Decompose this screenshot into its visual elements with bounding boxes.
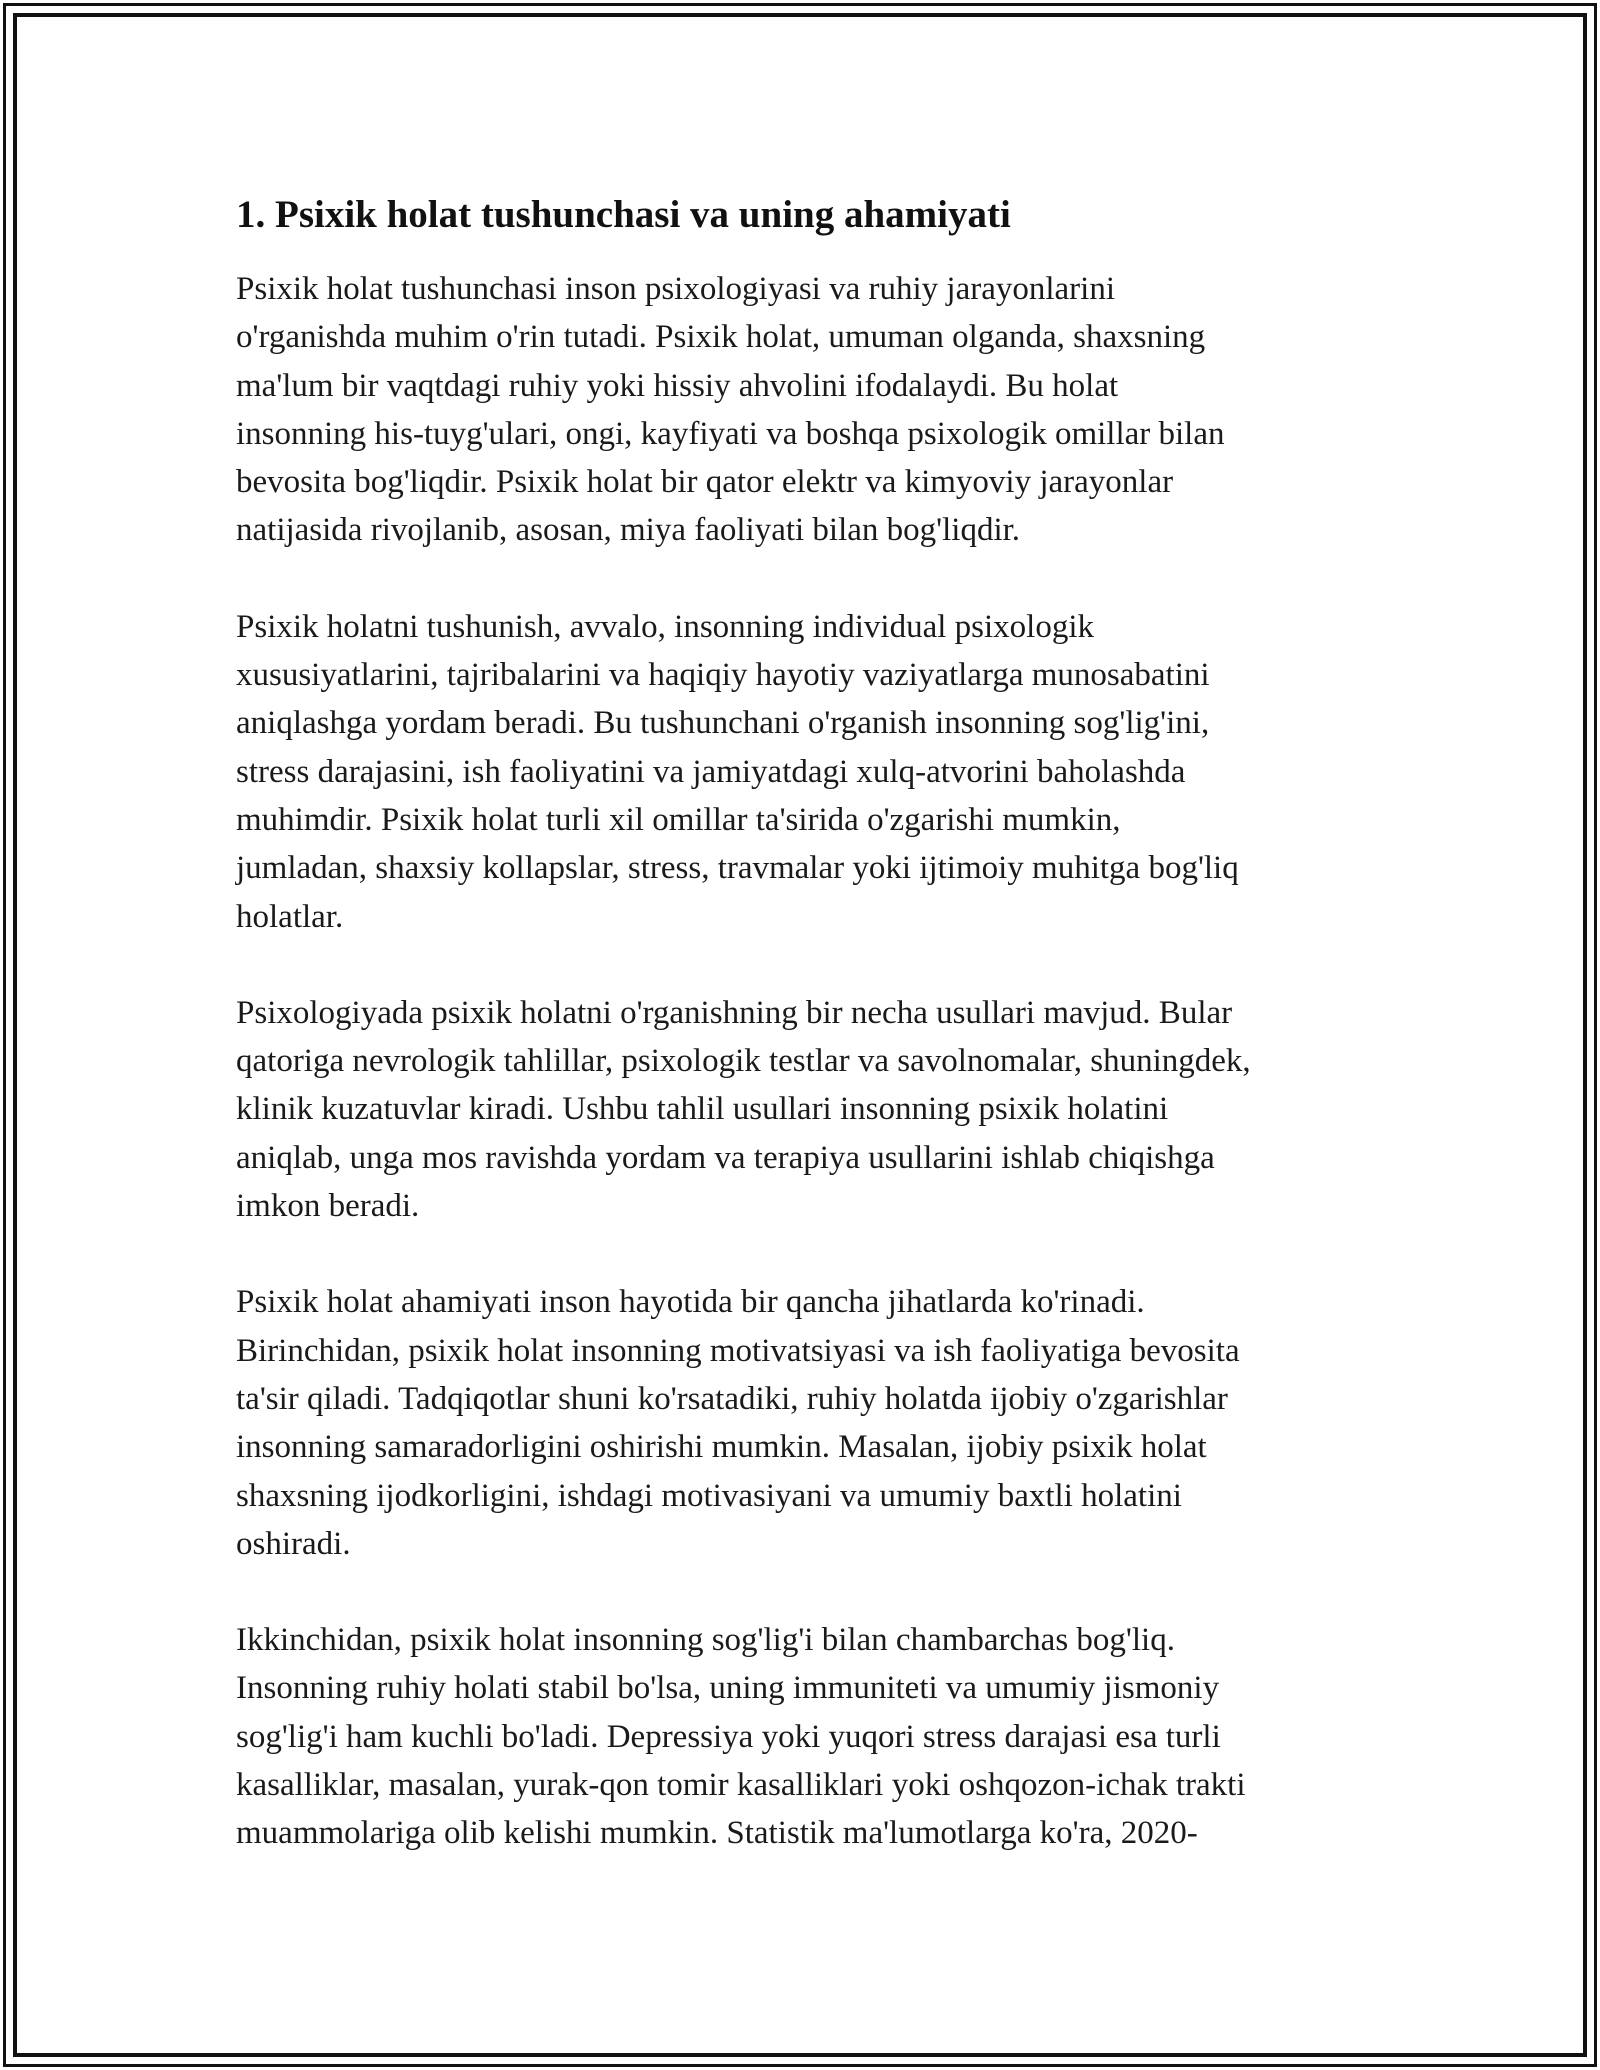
text-line: Birinchidan, psixik holat insonning motivatsiyasi va ish faoliyatiga bevosita — [236, 1332, 1240, 1369]
text-line: Psixik holatni tushunish, avvalo, insonning individual psixologik — [236, 608, 1095, 645]
text-line: shaxsning ijodkorligini, ishdagi motivasiyani va umumiy baxtli holatini — [236, 1477, 1182, 1514]
text-line: holatlar. — [236, 898, 344, 935]
text-line: oshiradi. — [236, 1525, 351, 1562]
text-line: stress darajasini, ish faoliyatini va jamiyatdagi xulq-atvorini baholashda — [236, 753, 1186, 790]
paragraph-1 — [236, 265, 1376, 555]
text-line: sog'lig'i ham kuchli bo'ladi. Depressiya yoki yuqori stress darajasi esa turli — [236, 1718, 1221, 1755]
section-heading: 1. Psixik holat tushunchasi va uning ahamiyati — [236, 193, 1011, 236]
text-line: insonning his-tuyg'ulari, ongi, kayfiyati va boshqa psixologik omillar bilan — [236, 415, 1225, 452]
text-line: muhimdir. Psixik holat turli xil omillar ta'sirida o'zgarishi mumkin, — [236, 801, 1121, 838]
text-line: aniqlab, unga mos ravishda yordam va terapiya usullarini ishlab chiqishga — [236, 1139, 1215, 1176]
paragraph-2 — [236, 603, 1376, 941]
text-line: Insonning ruhiy holati stabil bo'lsa, uning immuniteti va umumiy jismoniy — [236, 1670, 1220, 1707]
paragraph-5 — [236, 1616, 1376, 1857]
text-line: klinik kuzatuvlar kiradi. Ushbu tahlil usullari insonning psixik holatini — [236, 1091, 1169, 1128]
text-line: imkon beradi. — [236, 1188, 420, 1225]
text-line: ma'lum bir vaqtdagi ruhiy yoki hissiy ahvolini ifodalaydi. Bu holat — [236, 367, 1119, 404]
text-line: o'rganishda muhim o'rin tutadi. Psixik holat, umuman olganda, shaxsning — [236, 319, 1206, 356]
text-line: muammolariga olib kelishi mumkin. Statistik ma'lumotlarga ko'ra, 2020- — [236, 1815, 1198, 1852]
text-line: Psixik holat ahamiyati inson hayotida bir qancha jihatlarda ko'rinadi. — [236, 1284, 1145, 1321]
text-line: Ikkinchidan, psixik holat insonning sog'lig'i bilan chambarchas bog'liq. — [236, 1622, 1175, 1659]
text-line: Psixik holat tushunchasi inson psixologiyasi va ruhiy jarayonlarini — [236, 271, 1115, 307]
text-line: natijasida rivojlanib, asosan, miya faoliyati bilan bog'liqdir. — [236, 512, 1021, 549]
text-line: kasalliklar, masalan, yurak-qon tomir kasalliklari yoki oshqozon-ichak trakti — [236, 1767, 1246, 1804]
text-line: Psixologiyada psixik holatni o'rganishning bir necha usullari mavjud. Bular — [236, 994, 1233, 1031]
document-body — [236, 183, 1376, 1906]
paragraph-3 — [236, 989, 1376, 1230]
text-line: qatoriga nevrologik tahlillar, psixologik testlar va savolnomalar, shuningdek, — [236, 1043, 1251, 1080]
text-line: insonning samaradorligini oshirishi mumkin. Masalan, ijobiy psixik holat — [236, 1429, 1207, 1466]
text-line: ta'sir qiladi. Tadqiqotlar shuni ko'rsatadiki, ruhiy holatda ijobiy o'zgarishlar — [236, 1380, 1228, 1417]
text-line: jumladan, shaxsiy kollapslar, stress, travmalar yoki ijtimoiy muhitga bog'liq — [236, 850, 1239, 887]
text-line: bevosita bog'liqdir. Psixik holat bir qator elektr va kimyoviy jarayonlar — [236, 464, 1174, 501]
text-line: xususiyatlarini, tajribalarini va haqiqiy hayotiy vaziyatlarga munosabatini — [236, 657, 1210, 694]
paragraph-4 — [236, 1278, 1376, 1568]
text-line: aniqlashga yordam beradi. Bu tushunchani o'rganish insonning sog'lig'ini, — [236, 705, 1210, 742]
